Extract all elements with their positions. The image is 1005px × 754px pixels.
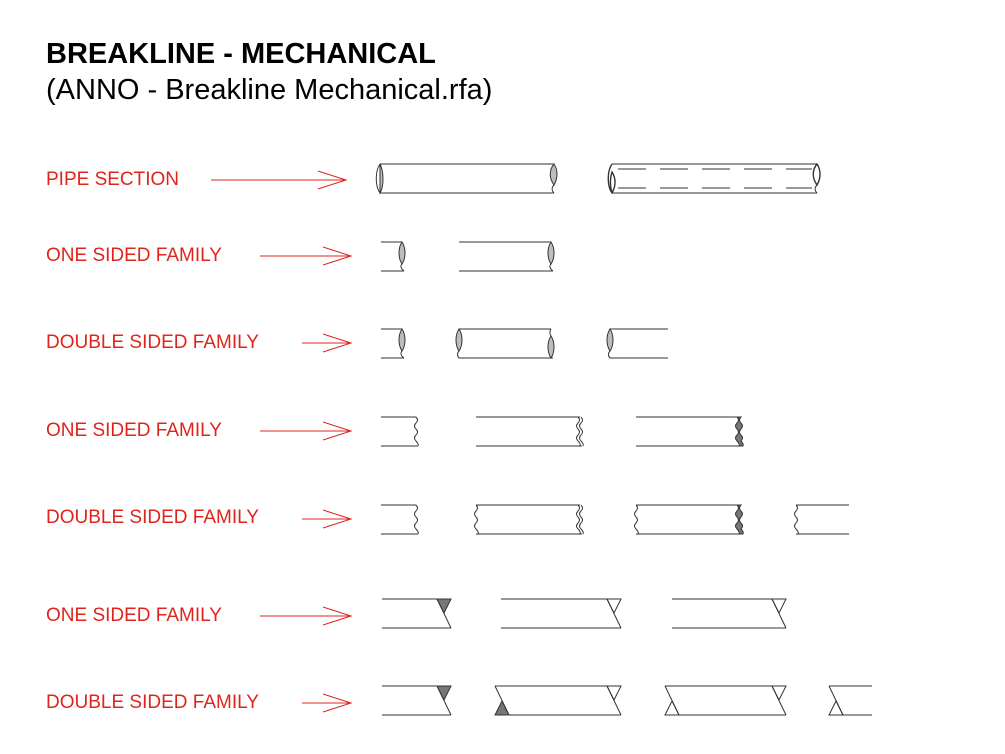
triangle-break-double-sided-middle-filled [495,686,621,715]
pipe-section-group [376,164,820,193]
pipe-break-one-sided-short [381,242,405,271]
arrow-double-sided-family-2 [302,510,351,528]
pipe-break-double-sided-middle [456,329,554,358]
sheet-title: BREAKLINE - MECHANICAL [46,38,436,70]
arrow-one-sided-family-2 [260,422,351,440]
wavy-break-double-sided-group [381,505,849,534]
label-double-sided-family-2: DOUBLE SIDED FAMILY [46,507,259,528]
pipe-break-one-sided-long [459,242,554,271]
wavy-break-double-sided-filled [635,505,744,534]
wavy-break-one-sided-long [476,417,583,446]
arrow-double-sided-family-3 [302,694,351,712]
arrow-one-sided-family-3 [260,607,351,625]
triangle-break-one-sided-group [382,599,786,628]
label-arrows [211,171,351,712]
wavy-break-one-sided-short [381,417,418,446]
wavy-break-double-sided-start [795,505,850,534]
label-double-sided-family-1: DOUBLE SIDED FAMILY [46,332,259,353]
pipe-section-solid [376,164,557,193]
wavy-break-double-sided-end [381,505,418,534]
pipe-break-double-sided-start [607,329,668,358]
pipe-break-double-sided-end [381,329,405,358]
pipe-section-hidden [608,164,820,193]
arrow-one-sided-family-1 [260,247,351,265]
triangle-break-double-sided-middle-open [665,686,786,715]
pipe-break-one-sided-group [381,242,554,271]
arrow-double-sided-family-1 [302,334,351,352]
sheet-subtitle: (ANNO - Breakline Mechanical.rfa) [46,74,493,106]
label-one-sided-family-1: ONE SIDED FAMILY [46,245,222,266]
pipe-break-double-sided-group [381,329,668,358]
label-one-sided-family-2: ONE SIDED FAMILY [46,420,222,441]
wavy-break-one-sided-group [381,417,743,446]
wavy-break-double-sided-middle [475,505,584,534]
triangle-break-double-sided-end [382,686,451,715]
label-pipe-section: PIPE SECTION [46,169,180,190]
label-one-sided-family-3: ONE SIDED FAMILY [46,605,222,626]
wavy-break-one-sided-filled [636,417,743,446]
triangle-break-double-sided-start [829,686,872,715]
arrow-pipe-section [211,171,346,189]
triangle-break-one-sided-filled [382,599,451,628]
triangle-break-one-sided-open-2 [672,599,786,628]
triangle-break-one-sided-open-1 [501,599,621,628]
triangle-break-double-sided-group [382,686,872,715]
label-double-sided-family-3: DOUBLE SIDED FAMILY [46,692,259,713]
